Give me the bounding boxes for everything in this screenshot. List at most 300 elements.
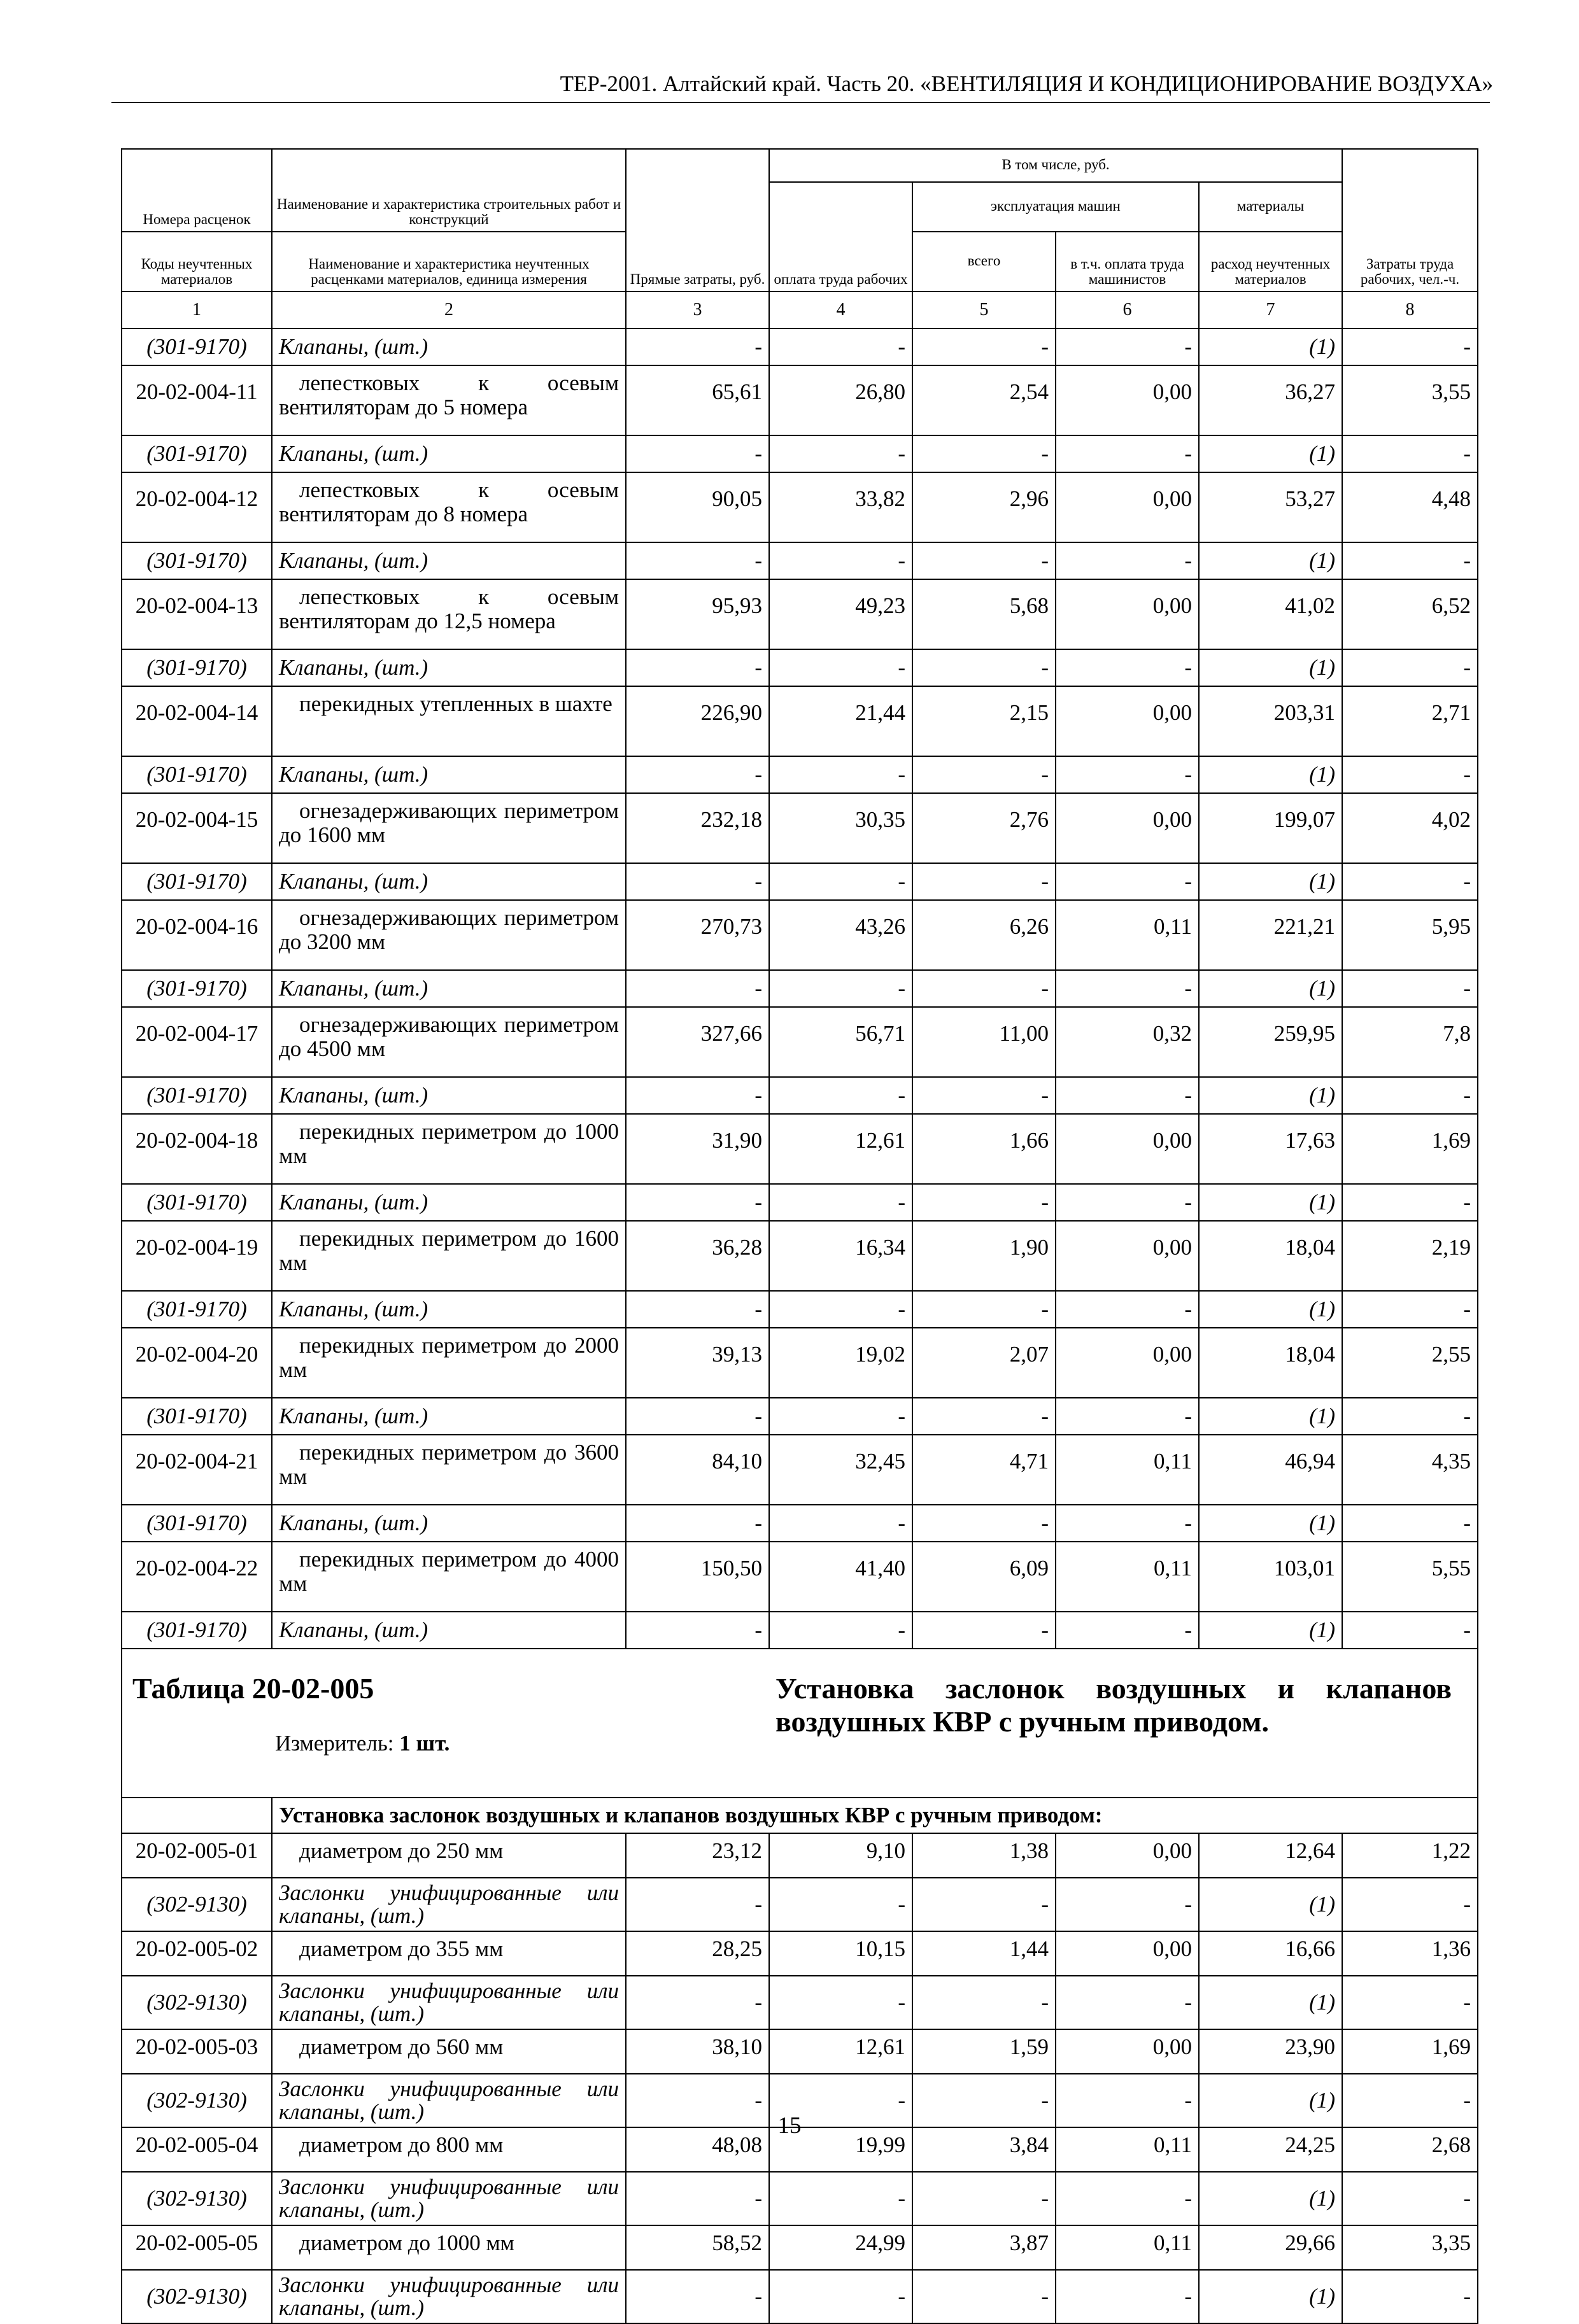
worker-pay: - [769, 2172, 912, 2225]
material-row [122, 1184, 1478, 1221]
material-consumption: 24,25 [1199, 2127, 1342, 2172]
material-consumption: 17,63 [1199, 1114, 1342, 1184]
material-row [122, 1291, 1478, 1328]
worker-pay: 12,61 [769, 2029, 912, 2074]
rate-name: лепестковых к осевым вентиляторам до 5 номера [272, 365, 626, 435]
machines-total: 2,76 [912, 793, 1056, 863]
worker-pay: 9,10 [769, 1833, 912, 1878]
worker-pay: - [769, 863, 912, 900]
direct-costs: - [626, 1612, 769, 1649]
machines-total: 2,15 [912, 686, 1056, 756]
machinist-pay: - [1056, 1184, 1199, 1221]
material-code: (302-9130) [122, 2074, 272, 2127]
machines-total: 1,44 [912, 1931, 1056, 1976]
machines-total: - [912, 1291, 1056, 1328]
machinist-pay: 0,00 [1056, 472, 1199, 542]
machines-total: - [912, 1976, 1056, 2029]
worker-pay: 26,80 [769, 365, 912, 435]
material-name: Заслонки унифицированные или клапаны, (шт.) [272, 2270, 626, 2323]
material-name: Клапаны, (шт.) [272, 328, 626, 365]
material-consumption: (1) [1199, 1077, 1342, 1114]
header-machinist-pay: в т.ч. оплата труда машинистов [1056, 232, 1199, 292]
direct-costs: - [626, 1398, 769, 1435]
worker-pay: 24,99 [769, 2225, 912, 2270]
header-material-names: Наименование и характеристика неучтенных расценками материалов, единица измерения [272, 232, 626, 292]
labor-hours: - [1342, 2270, 1478, 2323]
machinist-pay: - [1056, 2172, 1199, 2225]
labor-hours: - [1342, 1976, 1478, 2029]
material-code: (301-9170) [122, 863, 272, 900]
material-consumption: 259,95 [1199, 1007, 1342, 1077]
material-name: Заслонки унифицированные или клапаны, (шт.) [272, 1878, 626, 1931]
machines-total: - [912, 328, 1056, 365]
direct-costs: 48,08 [626, 2127, 769, 2172]
direct-costs: 90,05 [626, 472, 769, 542]
machinist-pay: 0,00 [1056, 1931, 1199, 1976]
material-consumption: (1) [1199, 2074, 1342, 2127]
machines-total: - [912, 1612, 1056, 1649]
machines-total: 1,66 [912, 1114, 1056, 1184]
rate-name: диаметром до 355 мм [272, 1931, 626, 1976]
direct-costs: - [626, 435, 769, 472]
section-title-blank [122, 1798, 272, 1833]
direct-costs: 39,13 [626, 1328, 769, 1398]
material-consumption: (1) [1199, 1505, 1342, 1542]
worker-pay: 32,45 [769, 1435, 912, 1505]
material-row [122, 542, 1478, 579]
material-name: Клапаны, (шт.) [272, 1291, 626, 1328]
machines-total: 1,38 [912, 1833, 1056, 1878]
material-code: (301-9170) [122, 1184, 272, 1221]
material-row [122, 863, 1478, 900]
material-code: (302-9130) [122, 2270, 272, 2323]
worker-pay: - [769, 1077, 912, 1114]
table-title-row [122, 1649, 1478, 1798]
rate-row [122, 2029, 1478, 2074]
material-row [122, 1612, 1478, 1649]
worker-pay: - [769, 649, 912, 686]
material-consumption: (1) [1199, 2172, 1342, 2225]
direct-costs: - [626, 2172, 769, 2225]
rate-row [122, 1435, 1478, 1505]
rate-row [122, 2225, 1478, 2270]
labor-hours: - [1342, 863, 1478, 900]
material-consumption: (1) [1199, 1184, 1342, 1221]
measure-value: 1 шт. [399, 1731, 450, 1756]
labor-hours: 4,02 [1342, 793, 1478, 863]
column-number: 2 [272, 292, 626, 328]
header-worker-pay: оплата труда рабочих [769, 182, 912, 292]
worker-pay: 56,71 [769, 1007, 912, 1077]
material-consumption: (1) [1199, 1976, 1342, 2029]
machinist-pay: 0,00 [1056, 1114, 1199, 1184]
labor-hours: - [1342, 328, 1478, 365]
rate-name: огнезадерживающих периметром до 1600 мм [272, 793, 626, 863]
machinist-pay: - [1056, 649, 1199, 686]
machines-total: 6,09 [912, 1542, 1056, 1612]
material-code: (301-9170) [122, 970, 272, 1007]
material-name: Клапаны, (шт.) [272, 1505, 626, 1542]
header-material-codes: Коды неучтенных материалов [122, 232, 272, 292]
table-number: Таблица 20-02-005 [132, 1672, 374, 1705]
machinist-pay: 0,00 [1056, 579, 1199, 649]
machines-total: - [912, 2172, 1056, 2225]
worker-pay: 19,99 [769, 2127, 912, 2172]
worker-pay: 49,23 [769, 579, 912, 649]
direct-costs: 36,28 [626, 1221, 769, 1291]
machinist-pay: - [1056, 2074, 1199, 2127]
worker-pay: - [769, 542, 912, 579]
rate-row [122, 365, 1478, 435]
labor-hours: 1,69 [1342, 2029, 1478, 2074]
rate-code: 20-02-004-14 [122, 686, 272, 756]
worker-pay: - [769, 2074, 912, 2127]
labor-hours: 1,36 [1342, 1931, 1478, 1976]
column-number: 8 [1342, 292, 1478, 328]
material-consumption: 36,27 [1199, 365, 1342, 435]
direct-costs: - [626, 328, 769, 365]
rate-name: огнезадерживающих периметром до 3200 мм [272, 900, 626, 970]
material-name: Клапаны, (шт.) [272, 1077, 626, 1114]
direct-costs: - [626, 1878, 769, 1931]
material-consumption: (1) [1199, 1612, 1342, 1649]
worker-pay: - [769, 970, 912, 1007]
column-number: 6 [1056, 292, 1199, 328]
measure-label: Измеритель: [275, 1731, 394, 1756]
rate-code: 20-02-004-21 [122, 1435, 272, 1505]
rate-code: 20-02-004-19 [122, 1221, 272, 1291]
rate-row [122, 686, 1478, 756]
rate-row [122, 900, 1478, 970]
material-consumption: (1) [1199, 328, 1342, 365]
direct-costs: - [626, 863, 769, 900]
material-code: (301-9170) [122, 649, 272, 686]
direct-costs: 226,90 [626, 686, 769, 756]
labor-hours: 4,48 [1342, 472, 1478, 542]
material-row [122, 1976, 1478, 2029]
direct-costs: 31,90 [626, 1114, 769, 1184]
rate-row [122, 793, 1478, 863]
machines-total: 3,84 [912, 2127, 1056, 2172]
labor-hours: - [1342, 1184, 1478, 1221]
worker-pay: - [769, 1291, 912, 1328]
worker-pay: - [769, 2270, 912, 2323]
labor-hours: - [1342, 970, 1478, 1007]
machinist-pay: - [1056, 1505, 1199, 1542]
machinist-pay: - [1056, 1077, 1199, 1114]
direct-costs: - [626, 1077, 769, 1114]
rate-code: 20-02-004-20 [122, 1328, 272, 1398]
rate-name: перекидных периметром до 1000 мм [272, 1114, 626, 1184]
machinist-pay: - [1056, 2270, 1199, 2323]
rate-name: диаметром до 800 мм [272, 2127, 626, 2172]
header-material-consumption: расход неучтенных материалов [1199, 232, 1342, 292]
material-consumption: 53,27 [1199, 472, 1342, 542]
machinist-pay: - [1056, 756, 1199, 793]
header-rate-numbers: Номера расценок [122, 182, 272, 232]
material-name: Клапаны, (шт.) [272, 863, 626, 900]
worker-pay: - [769, 1505, 912, 1542]
material-code: (301-9170) [122, 1398, 272, 1435]
machines-total: - [912, 863, 1056, 900]
direct-costs: - [626, 756, 769, 793]
page-header: ТЕР-2001. Алтайский край. Часть 20. «ВЕНТИЛЯЦИЯ И КОНДИЦИОНИРОВАНИЕ ВОЗДУХА» [560, 71, 1493, 96]
material-consumption: (1) [1199, 649, 1342, 686]
direct-costs: 28,25 [626, 1931, 769, 1976]
material-consumption: 46,94 [1199, 1435, 1342, 1505]
labor-hours: 5,95 [1342, 900, 1478, 970]
material-name: Клапаны, (шт.) [272, 756, 626, 793]
rate-code: 20-02-005-02 [122, 1931, 272, 1976]
worker-pay: 21,44 [769, 686, 912, 756]
labor-hours: 4,35 [1342, 1435, 1478, 1505]
material-consumption: (1) [1199, 970, 1342, 1007]
material-consumption: 18,04 [1199, 1221, 1342, 1291]
labor-hours: - [1342, 649, 1478, 686]
machinist-pay: 0,32 [1056, 1007, 1199, 1077]
worker-pay: - [769, 1976, 912, 2029]
material-code: (301-9170) [122, 1612, 272, 1649]
header-col2-top-blank [272, 149, 626, 182]
machines-total: 4,71 [912, 1435, 1056, 1505]
machinist-pay: 0,11 [1056, 2127, 1199, 2172]
material-code: (301-9170) [122, 1505, 272, 1542]
rate-row [122, 1833, 1478, 1878]
section-title: Установка заслонок воздушных и клапанов воздушных КВР с ручным приводом: [272, 1798, 1478, 1833]
rate-code: 20-02-004-22 [122, 1542, 272, 1612]
machinist-pay: - [1056, 328, 1199, 365]
rate-name: огнезадерживающих периметром до 4500 мм [272, 1007, 626, 1077]
direct-costs: 150,50 [626, 1542, 769, 1612]
machinist-pay: - [1056, 542, 1199, 579]
material-row [122, 328, 1478, 365]
rate-code: 20-02-005-03 [122, 2029, 272, 2074]
material-consumption: (1) [1199, 1291, 1342, 1328]
rate-code: 20-02-004-11 [122, 365, 272, 435]
material-row [122, 756, 1478, 793]
machines-total: - [912, 1184, 1056, 1221]
material-name: Клапаны, (шт.) [272, 649, 626, 686]
material-code: (302-9130) [122, 1976, 272, 2029]
material-row [122, 649, 1478, 686]
machinist-pay: 0,11 [1056, 2225, 1199, 2270]
machines-total: - [912, 435, 1056, 472]
material-row [122, 1505, 1478, 1542]
material-code: (302-9130) [122, 1878, 272, 1931]
direct-costs: 232,18 [626, 793, 769, 863]
direct-costs: 65,61 [626, 365, 769, 435]
machinist-pay: - [1056, 1398, 1199, 1435]
direct-costs: 58,52 [626, 2225, 769, 2270]
page-number: 15 [777, 2113, 802, 2139]
material-name: Заслонки унифицированные или клапаны, (шт.) [272, 1976, 626, 2029]
rate-name: перекидных утепленных в шахте [272, 686, 626, 756]
labor-hours: 2,68 [1342, 2127, 1478, 2172]
direct-costs: - [626, 1291, 769, 1328]
machines-total: 1,59 [912, 2029, 1056, 2074]
labor-hours: - [1342, 2074, 1478, 2127]
labor-hours: 5,55 [1342, 1542, 1478, 1612]
material-name: Клапаны, (шт.) [272, 970, 626, 1007]
machines-total: - [912, 970, 1056, 1007]
labor-hours: 2,71 [1342, 686, 1478, 756]
price-table [121, 148, 1478, 2324]
labor-hours: 6,52 [1342, 579, 1478, 649]
labor-hours: - [1342, 435, 1478, 472]
direct-costs: - [626, 2270, 769, 2323]
table-number-cell [122, 1649, 769, 1798]
material-consumption: (1) [1199, 863, 1342, 900]
labor-hours: - [1342, 1612, 1478, 1649]
rate-row [122, 1542, 1478, 1612]
material-name: Заслонки унифицированные или клапаны, (шт.) [272, 2172, 626, 2225]
rate-row [122, 1328, 1478, 1398]
worker-pay: 43,26 [769, 900, 912, 970]
worker-pay: 10,15 [769, 1931, 912, 1976]
machines-total: - [912, 2270, 1056, 2323]
rate-code: 20-02-004-13 [122, 579, 272, 649]
machinist-pay: 0,00 [1056, 365, 1199, 435]
column-number: 5 [912, 292, 1056, 328]
material-consumption: (1) [1199, 1398, 1342, 1435]
header-direct-costs: Прямые затраты, руб. [626, 149, 769, 292]
machines-total: 2,96 [912, 472, 1056, 542]
header-materials: материалы [1199, 182, 1342, 232]
direct-costs: 95,93 [626, 579, 769, 649]
machinist-pay: - [1056, 1612, 1199, 1649]
material-consumption: 16,66 [1199, 1931, 1342, 1976]
worker-pay: - [769, 1612, 912, 1649]
rate-code: 20-02-004-12 [122, 472, 272, 542]
material-consumption: (1) [1199, 435, 1342, 472]
material-consumption: 199,07 [1199, 793, 1342, 863]
header-rule [111, 102, 1490, 103]
machinist-pay: 0,00 [1056, 793, 1199, 863]
measure [275, 1727, 763, 1760]
column-number: 4 [769, 292, 912, 328]
labor-hours: - [1342, 2172, 1478, 2225]
labor-hours: 7,8 [1342, 1007, 1478, 1077]
direct-costs: 23,12 [626, 1833, 769, 1878]
machines-total: 11,00 [912, 1007, 1056, 1077]
labor-hours: - [1342, 756, 1478, 793]
material-row [122, 1398, 1478, 1435]
rate-row [122, 1114, 1478, 1184]
material-code: (301-9170) [122, 1077, 272, 1114]
worker-pay: - [769, 756, 912, 793]
labor-hours: - [1342, 542, 1478, 579]
labor-hours: - [1342, 1077, 1478, 1114]
header-including: В том числе, руб. [769, 149, 1342, 182]
labor-hours: - [1342, 1291, 1478, 1328]
material-consumption: (1) [1199, 1878, 1342, 1931]
worker-pay: 30,35 [769, 793, 912, 863]
machinist-pay: - [1056, 1291, 1199, 1328]
direct-costs: 38,10 [626, 2029, 769, 2074]
section-title-row [122, 1798, 1478, 1833]
table-name: Установка заслонок воздушных и клапанов воздушных КВР с ручным приводом. [769, 1649, 1478, 1798]
worker-pay: 19,02 [769, 1328, 912, 1398]
worker-pay: 12,61 [769, 1114, 912, 1184]
machines-total: - [912, 649, 1056, 686]
material-consumption: 23,90 [1199, 2029, 1342, 2074]
labor-hours: 3,35 [1342, 2225, 1478, 2270]
header-machines-total: всего [912, 232, 1056, 292]
material-name: Клапаны, (шт.) [272, 1612, 626, 1649]
rate-code: 20-02-004-15 [122, 793, 272, 863]
header-col1-top-blank [122, 149, 272, 182]
machinist-pay: - [1056, 970, 1199, 1007]
machinist-pay: - [1056, 1878, 1199, 1931]
rate-name: перекидных периметром до 1600 мм [272, 1221, 626, 1291]
machines-total: - [912, 2074, 1056, 2127]
material-consumption: 41,02 [1199, 579, 1342, 649]
machines-total: 6,26 [912, 900, 1056, 970]
machinist-pay: 0,00 [1056, 2029, 1199, 2074]
machinist-pay: 0,11 [1056, 1435, 1199, 1505]
direct-costs: 327,66 [626, 1007, 769, 1077]
material-name: Клапаны, (шт.) [272, 435, 626, 472]
material-code: (302-9130) [122, 2172, 272, 2225]
machinist-pay: 0,00 [1056, 686, 1199, 756]
material-row [122, 2270, 1478, 2323]
rate-name: диаметром до 250 мм [272, 1833, 626, 1878]
machinist-pay: 0,00 [1056, 1221, 1199, 1291]
header-labor-hours: Затраты труда рабочих, чел.-ч. [1342, 149, 1478, 292]
worker-pay: - [769, 1878, 912, 1931]
machinist-pay: 0,00 [1056, 1328, 1199, 1398]
rate-row [122, 1221, 1478, 1291]
machines-total: 2,07 [912, 1328, 1056, 1398]
labor-hours: 1,22 [1342, 1833, 1478, 1878]
material-code: (301-9170) [122, 1291, 272, 1328]
rate-row [122, 579, 1478, 649]
rate-row [122, 1931, 1478, 1976]
direct-costs: - [626, 970, 769, 1007]
labor-hours: 1,69 [1342, 1114, 1478, 1184]
material-row [122, 2172, 1478, 2225]
rate-name: перекидных периметром до 3600 мм [272, 1435, 626, 1505]
rate-code: 20-02-005-04 [122, 2127, 272, 2172]
worker-pay: - [769, 1184, 912, 1221]
labor-hours: 3,55 [1342, 365, 1478, 435]
worker-pay: 33,82 [769, 472, 912, 542]
header-work-name: Наименование и характеристика строительных работ и конструкций [272, 182, 626, 232]
material-row [122, 970, 1478, 1007]
column-number: 3 [626, 292, 769, 328]
worker-pay: - [769, 435, 912, 472]
material-consumption: (1) [1199, 756, 1342, 793]
labor-hours: 2,19 [1342, 1221, 1478, 1291]
material-code: (301-9170) [122, 756, 272, 793]
labor-hours: - [1342, 1878, 1478, 1931]
machinist-pay: - [1056, 1976, 1199, 2029]
material-name: Клапаны, (шт.) [272, 1184, 626, 1221]
machinist-pay: - [1056, 435, 1199, 472]
material-consumption: 18,04 [1199, 1328, 1342, 1398]
rate-code: 20-02-004-16 [122, 900, 272, 970]
direct-costs: 84,10 [626, 1435, 769, 1505]
machines-total: - [912, 756, 1056, 793]
direct-costs: - [626, 1505, 769, 1542]
material-consumption: 12,64 [1199, 1833, 1342, 1878]
material-consumption: 221,21 [1199, 900, 1342, 970]
material-name: Клапаны, (шт.) [272, 1398, 626, 1435]
worker-pay: 16,34 [769, 1221, 912, 1291]
direct-costs: - [626, 1184, 769, 1221]
material-code: (301-9170) [122, 435, 272, 472]
machinist-pay: 0,11 [1056, 900, 1199, 970]
